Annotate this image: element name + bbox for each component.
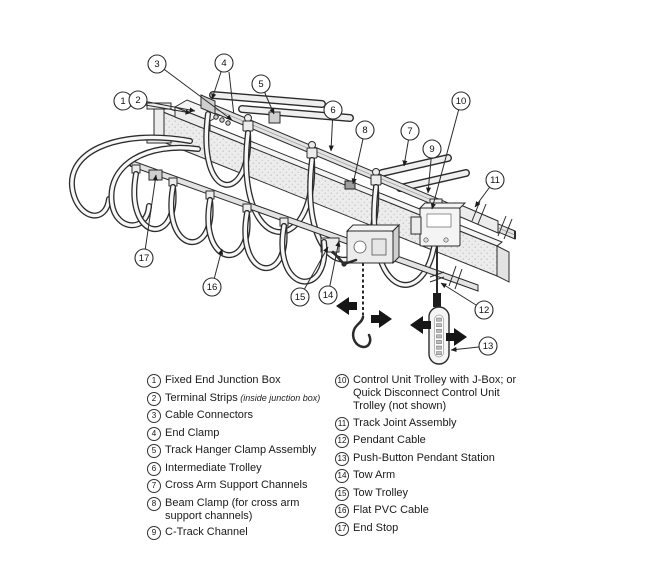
beam-end-face [497, 246, 509, 282]
legend-item [147, 497, 335, 523]
svg-text:17: 17 [138, 253, 150, 265]
legend-item-number: 6 [147, 462, 161, 476]
legend-item [335, 434, 533, 448]
legend-item-label: End Stop [353, 521, 399, 534]
legend-item [335, 522, 533, 536]
svg-text:5: 5 [258, 79, 264, 91]
arrow-right-icon [371, 310, 392, 328]
legend-item-number: 15 [335, 487, 349, 501]
svg-text:14: 14 [322, 290, 334, 302]
arrow-left-icon [410, 316, 431, 334]
svg-text:2: 2 [135, 95, 141, 107]
legend-item-label: Push-Button Pendant Station [353, 451, 495, 464]
legend-item [147, 374, 335, 388]
svg-text:3: 3 [154, 59, 160, 71]
legend-item [147, 427, 335, 441]
legend-item-label: Beam Clamp (for cross arm support channels) [165, 496, 300, 522]
svg-text:16: 16 [206, 282, 218, 294]
legend-item-number: 16 [335, 504, 349, 518]
legend-item-label: Tow Arm [353, 469, 396, 481]
legend-item [147, 479, 335, 493]
legend-item-label: Fixed End Junction Box [165, 374, 281, 386]
svg-text:7: 7 [407, 126, 413, 138]
legend-item-number: 2 [147, 392, 161, 406]
legend-item [147, 462, 335, 476]
legend-item [335, 374, 533, 413]
legend-item [335, 504, 533, 518]
svg-text:12: 12 [478, 305, 490, 317]
hoist-trolley [347, 225, 399, 347]
legend-item [147, 392, 335, 406]
legend-item-label: Terminal Strips (inside junction box) [165, 391, 321, 404]
trolley [243, 115, 253, 132]
legend-item [335, 452, 533, 466]
legend-item [147, 409, 335, 423]
legend-item [335, 469, 533, 483]
legend-item-label: Flat PVC Cable [353, 504, 429, 516]
legend-item-number: 4 [147, 427, 161, 441]
arrow-left-icon [336, 297, 357, 315]
callout-7 [401, 122, 419, 166]
legend-item [147, 526, 335, 540]
legend-item-number: 3 [147, 409, 161, 423]
legend-item-label: Intermediate Trolley [165, 461, 262, 474]
callout-16 [203, 249, 222, 296]
legend-item-note: (inside junction box) [237, 392, 321, 403]
legend-item-number: 8 [147, 497, 161, 511]
svg-text:9: 9 [429, 144, 435, 156]
legend-item [335, 417, 533, 431]
legend-column-left [147, 374, 335, 544]
legend-column-right [335, 374, 533, 539]
callout-6 [324, 101, 342, 151]
legend-item [147, 444, 335, 458]
svg-text:4: 4 [221, 58, 227, 70]
legend-item-label: Track Hanger Clamp Assembly [165, 444, 317, 456]
track-hanger-clamp [269, 112, 280, 123]
legend-item-number: 1 [147, 374, 161, 388]
legend-item-label: Cable Connectors [165, 409, 254, 421]
legend-item-label: End Clamp [165, 426, 220, 439]
legend-item-label: Tow Trolley [353, 486, 409, 499]
legend-item-number: 14 [335, 469, 349, 483]
svg-text:15: 15 [294, 292, 306, 304]
svg-text:1: 1 [120, 96, 126, 108]
svg-text:6: 6 [330, 105, 336, 117]
legend-item-label: Track Joint Assembly [353, 416, 457, 429]
j-box [411, 217, 421, 234]
legend-item-number: 13 [335, 452, 349, 466]
trolley [371, 169, 381, 186]
svg-text:10: 10 [455, 96, 467, 108]
hook-icon [353, 317, 370, 347]
svg-text:11: 11 [490, 175, 500, 187]
svg-text:13: 13 [482, 341, 494, 353]
legend-item-number: 12 [335, 434, 349, 448]
pendant-buttons [437, 318, 442, 355]
legend-item-number: 10 [335, 374, 349, 388]
legend-item-number: 5 [147, 444, 161, 458]
legend-item-label: Cross Arm Support Channels [165, 479, 308, 491]
callout-11 [475, 171, 504, 207]
legend-item-label: Pendant Cable [353, 434, 426, 446]
legend-item-label: C-Track Channel [165, 526, 248, 538]
legend-item-number: 17 [335, 522, 349, 536]
legend-item-number: 9 [147, 526, 161, 540]
legend-item-number: 11 [335, 417, 349, 431]
trolley [307, 142, 317, 159]
legend-item-label: Control Unit Trolley with J-Box; or Quick Disconnect Control Unit Trolley (not shown) [353, 374, 517, 412]
legend-item-number: 7 [147, 479, 161, 493]
svg-text:8: 8 [362, 125, 368, 137]
legend-item [335, 487, 533, 501]
